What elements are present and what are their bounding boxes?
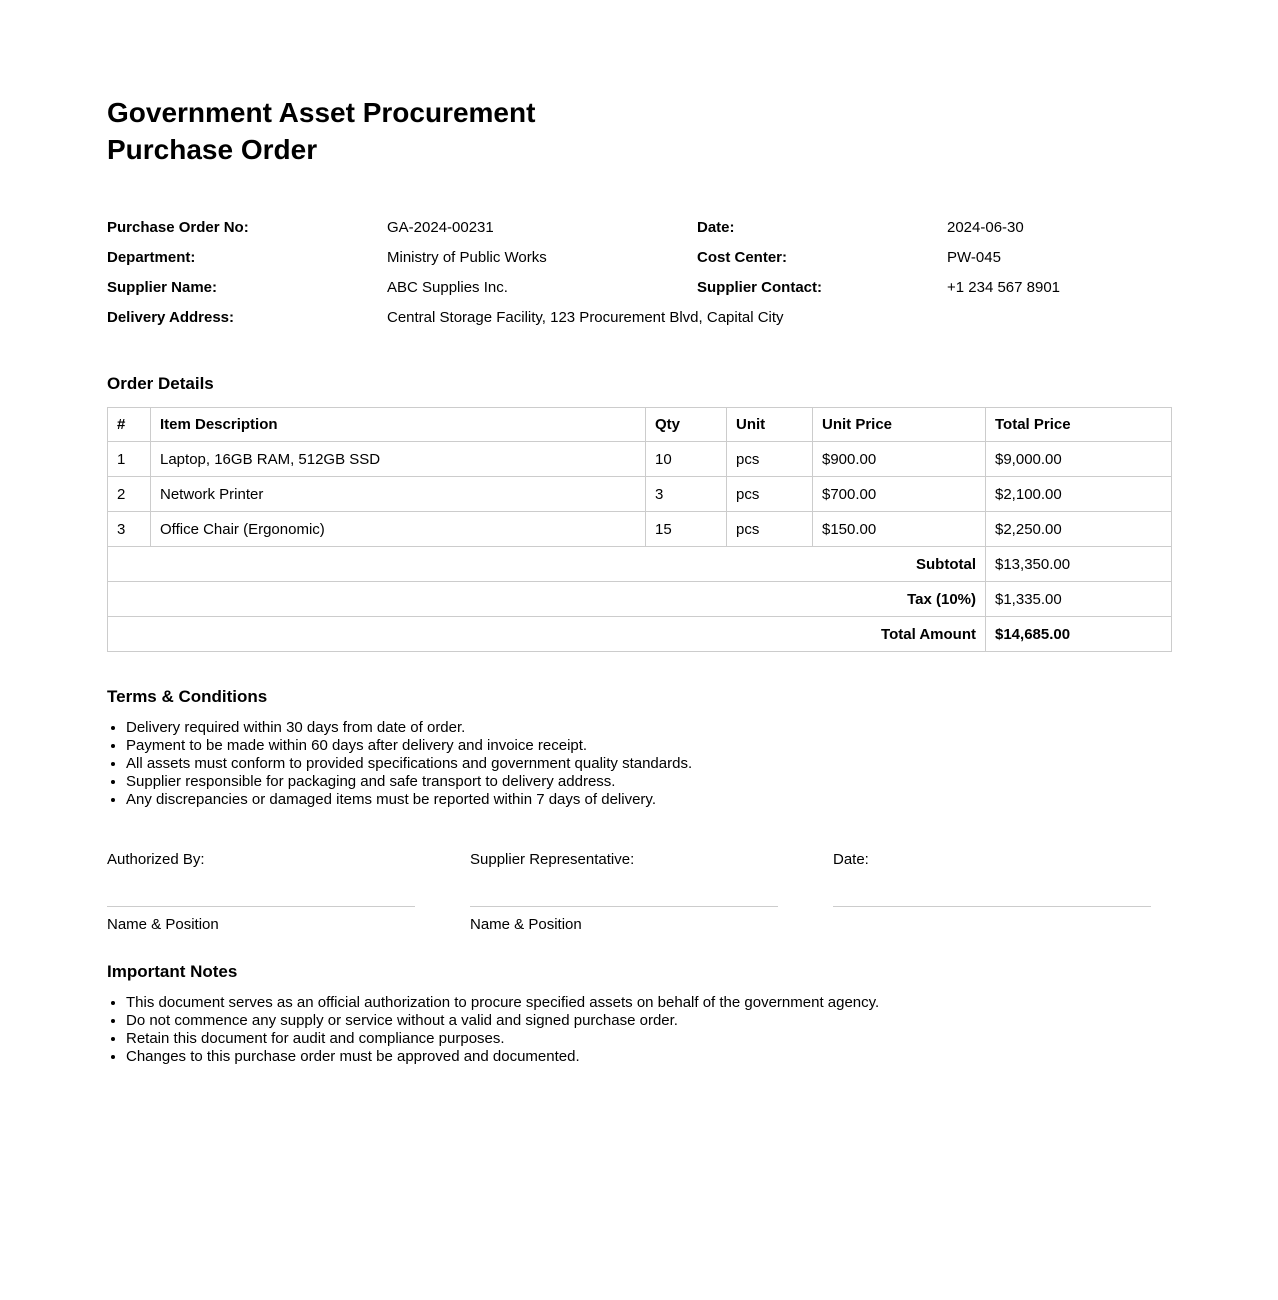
- item-unit-price: $900.00: [813, 442, 986, 477]
- subtotal-label: Subtotal: [108, 547, 986, 582]
- item-number: 1: [108, 442, 151, 477]
- notes-item: • This document serves as an official authorization to procure specified assets on behalf of the government agency.: [126, 994, 1171, 1012]
- signature-date-line: [833, 906, 1151, 907]
- date-label: Date:: [697, 218, 735, 236]
- total-amount-row: [108, 617, 1172, 652]
- col-header-qty: Qty: [646, 408, 727, 442]
- subtotal-row: [108, 547, 1172, 582]
- terms-item: • All assets must conform to provided specifications and government quality standards.: [126, 755, 1171, 773]
- item-description: Network Printer: [151, 477, 646, 512]
- tax-row: [108, 582, 1172, 617]
- col-header-total-price: Total Price: [986, 408, 1172, 442]
- item-number: 2: [108, 477, 151, 512]
- supplier-representative-signature-line: [470, 906, 778, 907]
- col-header-number: #: [108, 408, 151, 442]
- col-header-unit: Unit: [727, 408, 813, 442]
- cost-center-value: PW-045: [947, 248, 1001, 266]
- notes-item: • Do not commence any supply or service without a valid and signed purchase order.: [126, 1012, 1171, 1030]
- notes-item: • Changes to this purchase order must be approved and documented.: [126, 1048, 1171, 1066]
- delivery-address-label: Delivery Address:: [107, 308, 235, 326]
- item-unit-price: $700.00: [813, 477, 986, 512]
- item-unit: pcs: [727, 477, 813, 512]
- tax-label: Tax (10%): [108, 582, 986, 617]
- department-label: Department:: [107, 248, 196, 266]
- important-notes-heading: Important Notes: [107, 962, 238, 981]
- po-number-value: GA-2024-00231: [387, 218, 494, 236]
- authorized-by-label: Authorized By:: [107, 851, 205, 868]
- terms-heading: Terms & Conditions: [107, 687, 268, 706]
- terms-item: • Payment to be made within 60 days after delivery and invoice receipt.: [126, 737, 1171, 755]
- signature-date-sub: [833, 916, 1151, 934]
- col-header-description: Item Description: [151, 408, 646, 442]
- total-amount-label: Total Amount: [108, 617, 986, 652]
- item-description: Office Chair (Ergonomic): [151, 512, 646, 547]
- item-total-price: $2,250.00: [986, 512, 1172, 547]
- item-unit: pcs: [727, 512, 813, 547]
- terms-item: • Supplier responsible for packaging and safe transport to delivery address.: [126, 773, 1171, 791]
- tax-value: $1,335.00: [986, 582, 1172, 617]
- item-number: 3: [108, 512, 151, 547]
- title-line-2: Purchase Order: [107, 134, 318, 165]
- department-value: Ministry of Public Works: [387, 248, 547, 266]
- authorized-by-name-position: Name & Position: [107, 916, 219, 933]
- item-unit-price: $150.00: [813, 512, 986, 547]
- supplier-contact-value: +1 234 567 8901: [947, 278, 1061, 296]
- col-header-unit-price: Unit Price: [813, 408, 986, 442]
- supplier-representative-label: Supplier Representative:: [470, 851, 635, 868]
- title-line-1: Government Asset Procurement: [107, 97, 536, 128]
- authorized-by-block: [107, 851, 470, 934]
- table-header-row: [108, 408, 1172, 442]
- order-details-heading: Order Details: [107, 374, 214, 393]
- subtotal-value: $13,350.00: [986, 547, 1172, 582]
- page-title: [107, 94, 1171, 168]
- terms-item: • Any discrepancies or damaged items must be reported within 7 days of delivery.: [126, 791, 1171, 809]
- po-number-label: Purchase Order No:: [107, 218, 249, 236]
- supplier-name-value: ABC Supplies Inc.: [387, 278, 508, 296]
- item-total-price: $2,100.00: [986, 477, 1172, 512]
- item-qty: 3: [646, 477, 727, 512]
- authorized-by-signature-line: [107, 906, 415, 907]
- supplier-contact-label: Supplier Contact:: [697, 278, 823, 296]
- total-amount-value: $14,685.00: [986, 617, 1172, 652]
- order-items-table: [107, 407, 1172, 652]
- table-row: [108, 512, 1172, 547]
- item-qty: 10: [646, 442, 727, 477]
- table-row: [108, 477, 1172, 512]
- signature-section: [107, 851, 1171, 934]
- order-metadata: [107, 212, 1171, 332]
- item-description: Laptop, 16GB RAM, 512GB SSD: [151, 442, 646, 477]
- supplier-representative-block: [470, 851, 833, 934]
- signature-date-label: Date:: [833, 851, 869, 868]
- supplier-representative-name-position: Name & Position: [470, 916, 582, 933]
- table-row: [108, 442, 1172, 477]
- delivery-address-value: Central Storage Facility, 123 Procurement Blvd, Capital City: [387, 308, 784, 326]
- item-qty: 15: [646, 512, 727, 547]
- signature-date-block: [833, 851, 1171, 934]
- cost-center-label: Cost Center:: [697, 248, 788, 266]
- item-unit: pcs: [727, 442, 813, 477]
- notes-item: • Retain this document for audit and compliance purposes.: [126, 1030, 1171, 1048]
- important-notes-list: [107, 994, 1171, 1066]
- terms-list: [107, 719, 1171, 809]
- supplier-name-label: Supplier Name:: [107, 278, 218, 296]
- item-total-price: $9,000.00: [986, 442, 1172, 477]
- terms-item: • Delivery required within 30 days from date of order.: [126, 719, 1171, 737]
- date-value: 2024-06-30: [947, 218, 1024, 236]
